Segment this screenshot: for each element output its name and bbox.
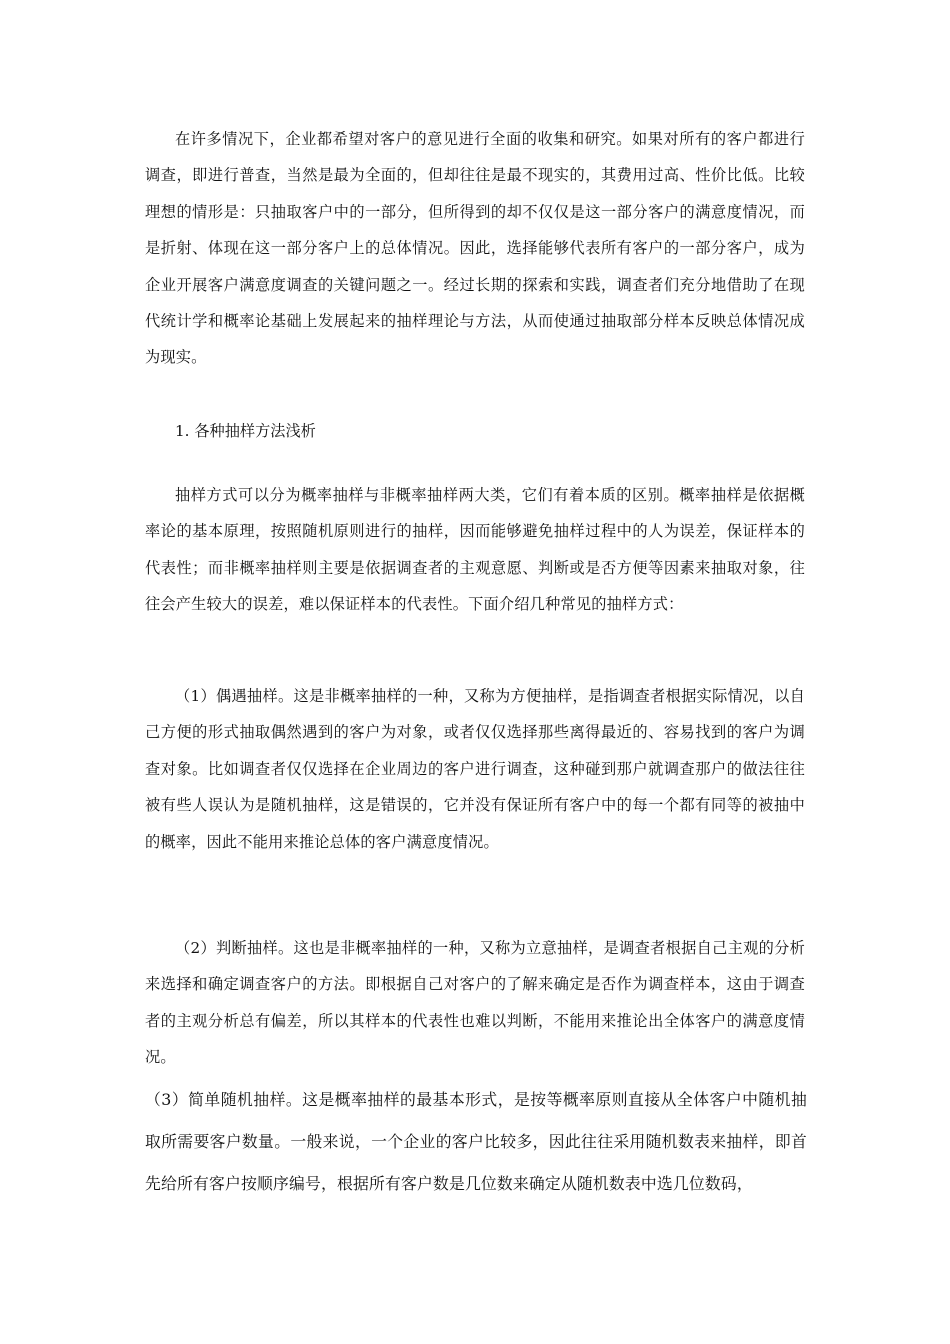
paragraph-item-2: （2）判断抽样。这也是非概率抽样的一种，又称为立意抽样，是调查者根据自己主观的分析来选择和确定调查客户的方法。即根据自己对客户的了解来确定是否作为调查样本，这由于调查者的主观分析总有偏差，所以其样本的代表性也难以判断，不能用来推论出全体客户的满意度情况。 xyxy=(145,939,805,1067)
paragraph-item-3: （3）简单随机抽样。这是概率抽样的最基本形式，是按等概率原则直接从全体客户中随机抽取所需要客户数量。一般来说，一个企业的客户比较多，因此往往采用随机数表来抽样，即首先给所有客户按顺序编号，根据所有客户数是几位数来确定从随机数表中选几位数码， xyxy=(145,1090,807,1193)
section-heading: 1. 各种抽样方法浅析 xyxy=(175,422,316,440)
paragraph-item-1: （1）偶遇抽样。这是非概率抽样的一种，又称为方便抽样，是指调查者根据实际情况，以自己方便的形式抽取偶然遇到的客户为对象，或者仅仅选择那些离得最近的、容易找到的客户为调查对象。比如调查者仅仅选择在企业周边的客户进行调查，这种碰到那户就调查那户的做法往往被有些人误认为是随机抽样，这是错误的，它并没有保证所有客户中的每一个都有同等的被抽中的概率，因此不能用来推论总体的客户满意度情况。 xyxy=(145,687,805,851)
paragraph-overview: 抽样方式可以分为概率抽样与非概率抽样两大类，它们有着本质的区别。概率抽样是依据概率论的基本原理，按照随机原则进行的抽样，因而能够避免抽样过程中的人为误差，保证样本的代表性；而非概率抽样则主要是依据调查者的主观意愿、判断或是否方便等因素来抽取对象，往往会产生较大的误差，难以保证样本的代表性。下面介绍几种常见的抽样方式： xyxy=(145,486,805,614)
paragraph-intro: 在许多情况下，企业都希望对客户的意见进行全面的收集和研究。如果对所有的客户都进行调查，即进行普查，当然是最为全面的，但却往往是最不现实的，其费用过高、性价比低。比较理想的情形是：只抽取客户中的一部分，但所得到的却不仅仅是这一部分客户的满意度情况，而是折射、体现在这一部分客户上的总体情况。因此，选择能够代表所有客户的一部分客户，成为企业开展客户满意度调查的关键问题之一。经过长期的探索和实践，调查者们充分地借助了在现代统计学和概率论基础上发展起来的抽样理论与方法，从而使通过抽取部分样本反映总体情况成为现实。 xyxy=(145,130,805,367)
